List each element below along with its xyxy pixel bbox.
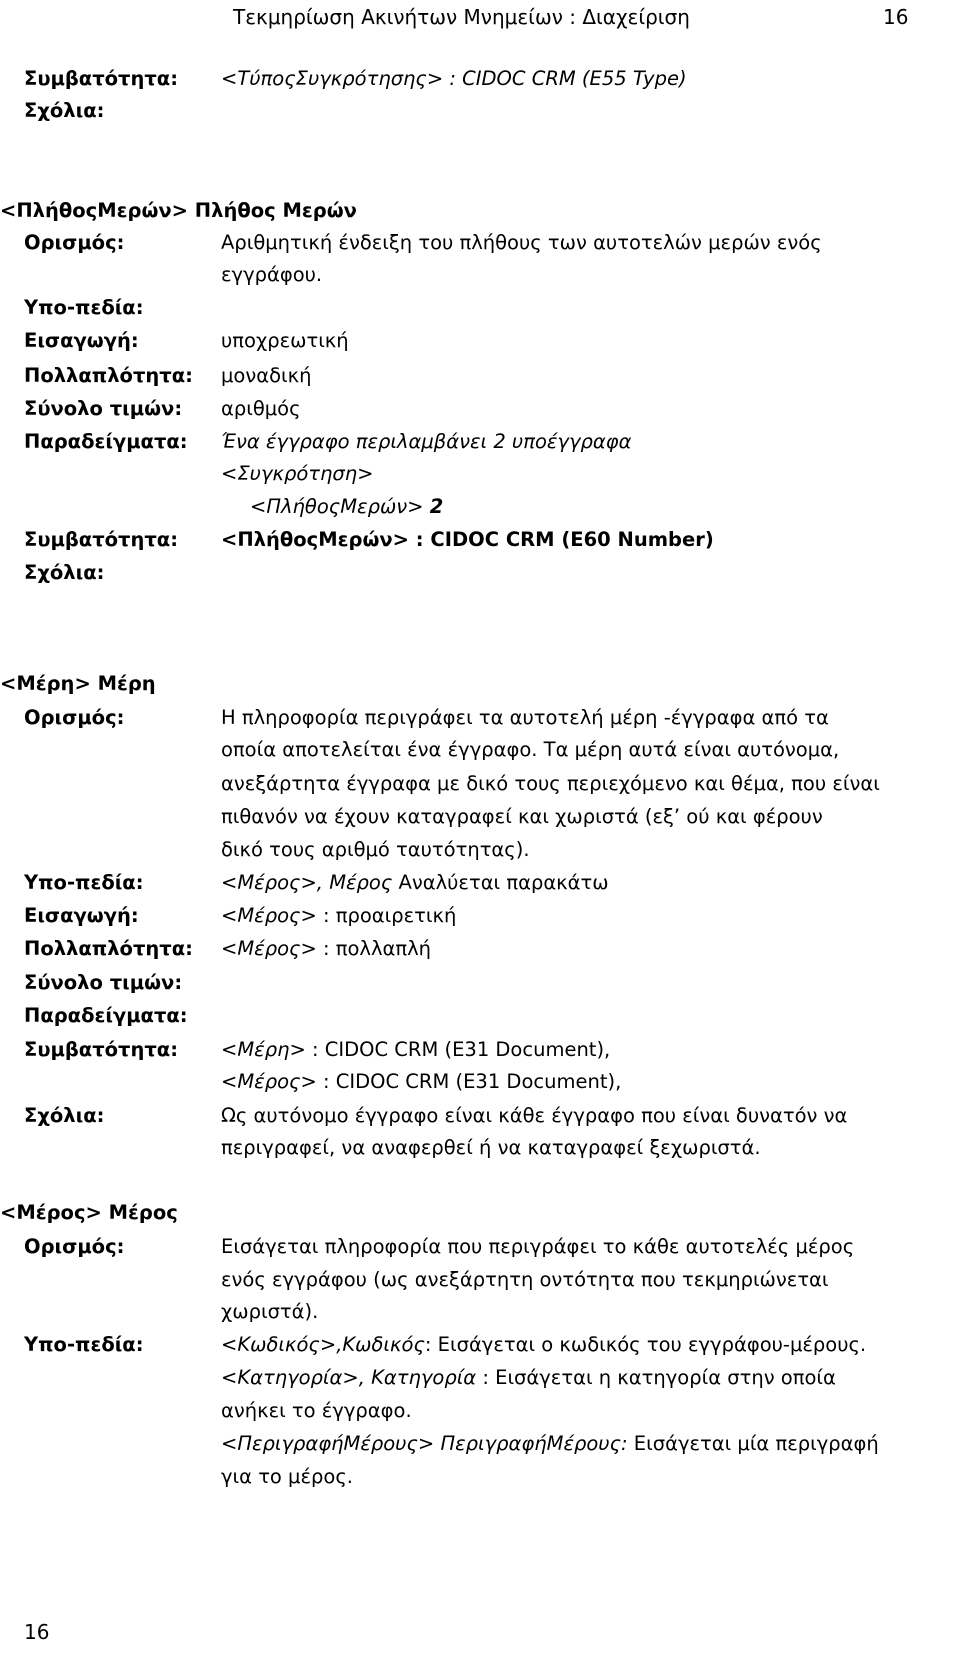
example-text: Ένα έγγραφο περιλαμβάνει 2 υποέγγραφα — [221, 430, 632, 453]
definition-text: χωριστά). — [221, 1300, 319, 1323]
entry-label: Εισαγωγή: — [24, 329, 139, 352]
running-header-title: Τεκμηρίωση Ακινήτων Μνημείων : Διαχείριση — [233, 5, 690, 29]
footer-page-number: 16 — [24, 1620, 50, 1644]
multiplicity-value — [221, 939, 431, 959]
section-heading-part: <Μέρος> Μέρος — [0, 1201, 178, 1224]
definition-text: ενός εγγράφου (ως ανεξάρτητη οντότητα που τεκμηριώνεται — [221, 1268, 829, 1291]
entry-value — [221, 906, 456, 926]
subfields-label: Υπο-πεδία: — [24, 871, 144, 894]
section-heading-parts-count: <ΠλήθοςΜερών> Πλήθος Μερών — [0, 199, 357, 222]
definition-label: Ορισμός: — [24, 1235, 125, 1258]
examples-label: Παραδείγματα: — [24, 430, 188, 453]
entry-value: υποχρεωτική — [221, 329, 349, 352]
subfield-category — [221, 1368, 836, 1388]
subfield-tag: <Κωδικός>,Κωδικός — [221, 1333, 425, 1356]
entry-tag: <Μέρος> — [221, 904, 317, 927]
multiplicity-label: Πολλαπλότητα: — [24, 364, 193, 387]
definition-text: οποία αποτελείται ένα έγγραφο. Τα μέρη αυτά είναι αυτόνομα, — [221, 738, 840, 761]
definition-text: ανεξάρτητα έγγραφα με δικό τους περιεχόμενο και θέμα, που είναι — [221, 772, 880, 795]
definition-label: Ορισμός: — [24, 706, 125, 729]
compat-value: <ΤύποςΣυγκρότησης> : CIDOC CRM (E55 Type) — [221, 67, 687, 90]
valueset-label: Σύνολο τιμών: — [24, 971, 183, 994]
compat-value: <ΠλήθοςΜερών> : CIDOC CRM (E60 Number) — [221, 528, 714, 551]
comments-text: περιγραφεί, να αναφερθεί ή να καταγραφεί ξεχωριστά. — [221, 1136, 761, 1159]
comments-label: Σχόλια: — [24, 1104, 105, 1127]
subfield-category-cont: ανήκει το έγγραφο. — [221, 1399, 412, 1422]
compat-label: Συμβατότητα: — [24, 528, 179, 551]
subfield-code — [221, 1335, 866, 1355]
comments-label: Σχόλια: — [24, 561, 105, 584]
compat-label: Συμβατότητα: — [24, 67, 179, 90]
valueset-label: Σύνολο τιμών: — [24, 397, 183, 420]
compat-note: : CIDOC CRM (E31 Document), — [305, 1038, 611, 1061]
subfield-description — [221, 1434, 879, 1454]
example-tag: <ΠλήθοςΜερών> — [250, 495, 424, 518]
subfields-note: Αναλύεται παρακάτω — [392, 871, 609, 894]
definition-text: εγγράφου. — [221, 263, 323, 286]
definition-text: Αριθμητική ένδειξη του πλήθους των αυτοτελών μερών ενός — [221, 231, 822, 254]
multiplicity-note: : πολλαπλή — [316, 937, 432, 960]
subfield-note: : Εισάγεται η κατηγορία στην οποία — [476, 1366, 836, 1389]
comments-label: Σχόλια: — [24, 99, 105, 122]
definition-text: πιθανόν να έχουν καταγραφεί και χωριστά (εξ’ ού και φέρουν — [221, 805, 823, 828]
compat-value — [221, 1040, 610, 1060]
subfield-note: : Εισάγεται ο κωδικός του εγγράφου-μέρους. — [424, 1333, 867, 1356]
subfields-label: Υπο-πεδία: — [24, 296, 144, 319]
compat-tag: <Μέρος> — [221, 1070, 317, 1093]
multiplicity-tag: <Μέρος> — [221, 937, 317, 960]
subfields-label: Υπο-πεδία: — [24, 1333, 144, 1356]
multiplicity-value: μοναδική — [221, 364, 312, 387]
compat-tag: <Μέρη> — [221, 1038, 306, 1061]
example-value: 2 — [429, 495, 444, 518]
example-text: <Συγκρότηση> — [221, 462, 374, 485]
comments-text: Ως αυτόνομο έγγραφο είναι κάθε έγγραφο που είναι δυνατόν να — [221, 1104, 848, 1127]
running-header-page-number: 16 — [883, 5, 909, 29]
compat-label: Συμβατότητα: — [24, 1038, 179, 1061]
definition-label: Ορισμός: — [24, 231, 125, 254]
subfields-tag: <Μέρος>, Μέρος — [221, 871, 393, 894]
subfield-tag: <ΠεριγραφήΜέρους> ΠεριγραφήΜέρους: — [221, 1432, 628, 1455]
definition-text: Η πληροφορία περιγράφει τα αυτοτελή μέρη -έγγραφα από τα — [221, 706, 829, 729]
subfields-value — [221, 873, 609, 893]
valueset-value: αριθμός — [221, 397, 301, 420]
entry-label: Εισαγωγή: — [24, 904, 139, 927]
compat-note: : CIDOC CRM (E31 Document), — [316, 1070, 622, 1093]
definition-text: δικό τους αριθμό ταυτότητας). — [221, 838, 530, 861]
entry-note: : προαιρετική — [316, 904, 457, 927]
multiplicity-label: Πολλαπλότητα: — [24, 937, 193, 960]
subfield-note: Εισάγεται μία περιγραφή — [627, 1432, 879, 1455]
definition-text: Εισάγεται πληροφορία που περιγράφει το κάθε αυτοτελές μέρος — [221, 1235, 855, 1258]
compat-value — [221, 1072, 621, 1092]
examples-label: Παραδείγματα: — [24, 1004, 188, 1027]
subfield-tag: <Κατηγορία>, Κατηγορία — [221, 1366, 477, 1389]
subfield-description-cont: για το μέρος. — [221, 1465, 353, 1488]
example-text — [250, 497, 443, 517]
section-heading-parts: <Μέρη> Μέρη — [0, 672, 156, 695]
